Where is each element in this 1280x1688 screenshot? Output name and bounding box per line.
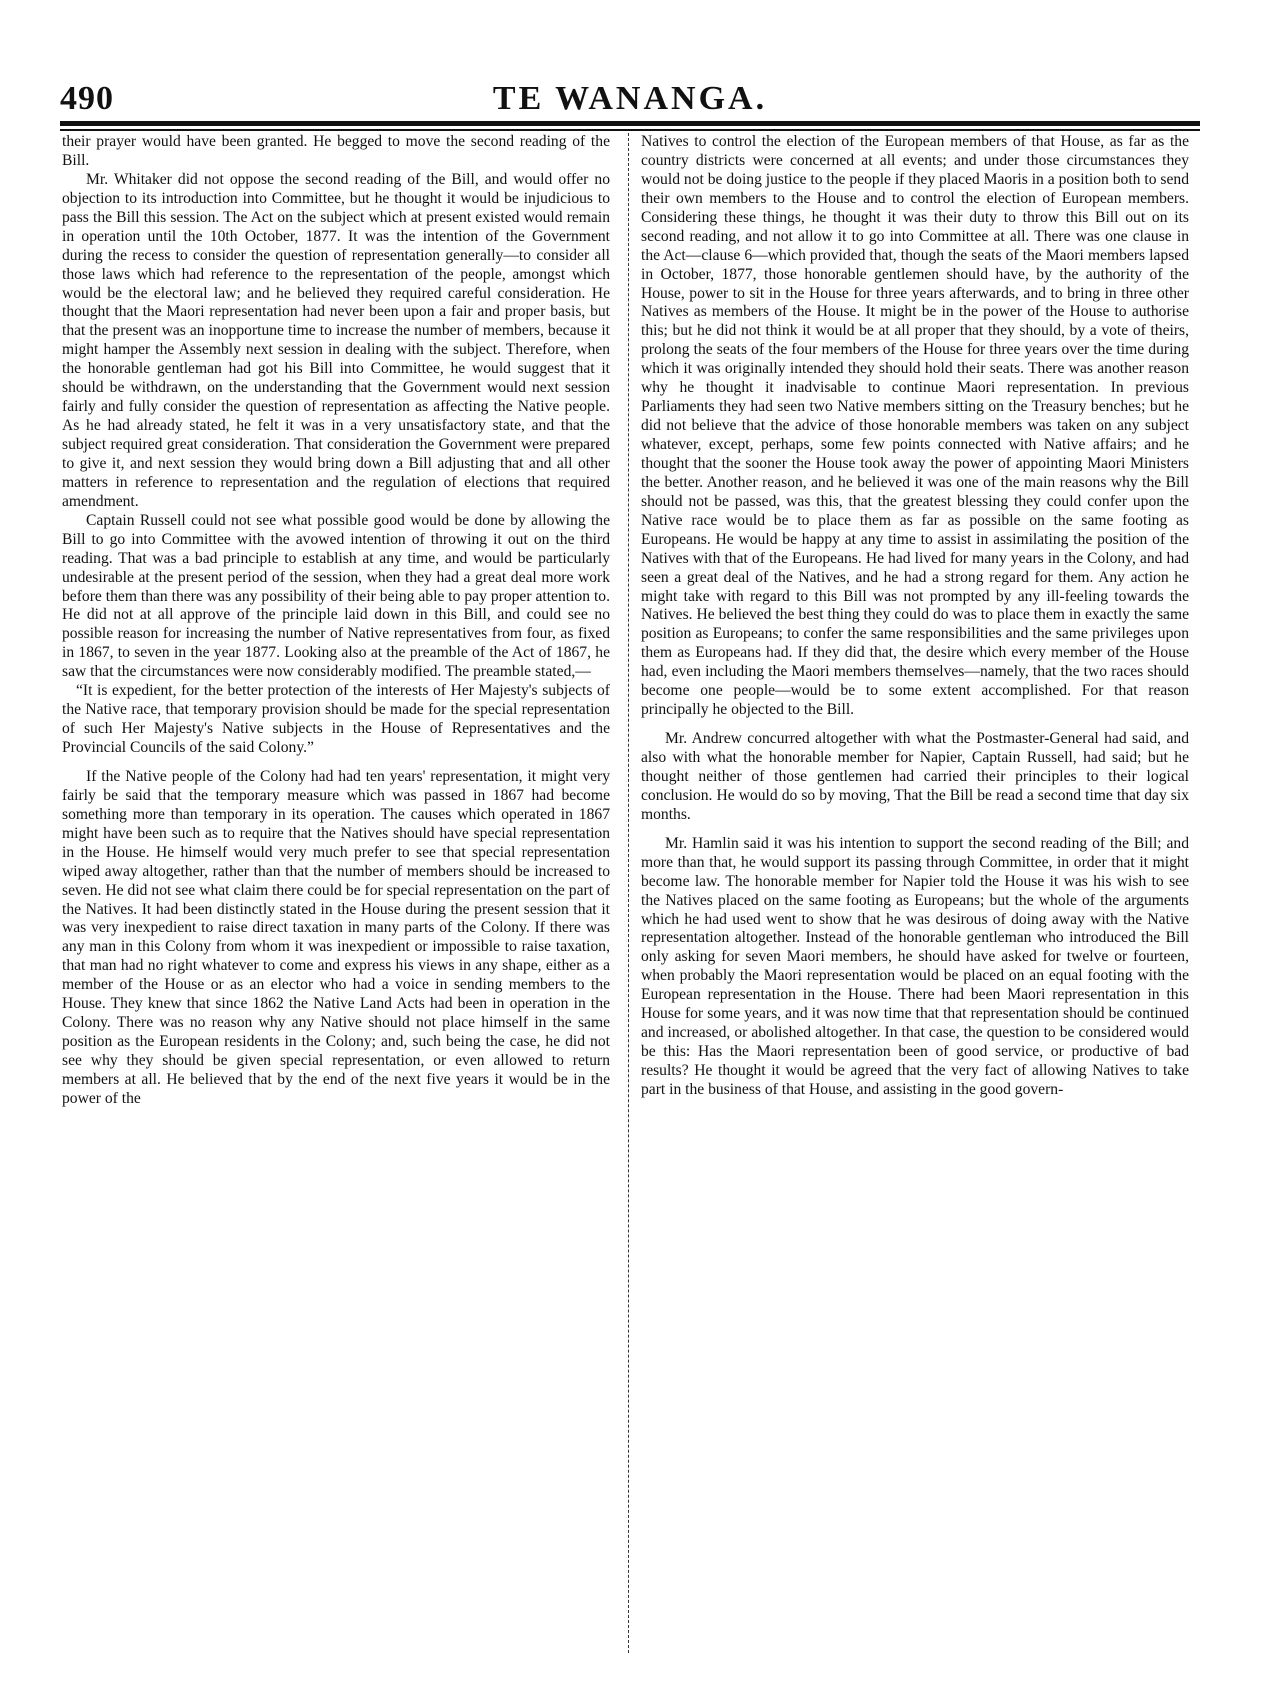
column-divider bbox=[628, 133, 629, 1653]
left-column bbox=[62, 133, 610, 1658]
block-quote: “It is expedient, for the better protection of the interests of Her Majesty's subjects of the Native race, that temporary provision should be made for the special representation of such Her Majesty's Native subjects in the House of Representatives and the Provincial Councils of the said Colony.” bbox=[62, 682, 610, 756]
paragraph: Mr. Whitaker did not oppose the second reading of the Bill, and would offer no objection to its introduction into Committee, but he thought it would be injudicious to pass the Bill this session. The Act on the subject which at present existed would remain in operation until the 10th October, 1877. It was the intention of the Government during the recess to consider the question of representation generally—to consider all those laws which had reference to the representation of the people, amongst which would be the electoral law; and he believed they required careful consideration. He thought that the Maori representation had never been upon a fair and proper basis, but that the present was an inopportune time to increase the number of members, because it might hamper the Assembly next session in dealing with the subject. Therefore, when the honorable gentleman had got his Bill into Committee, he would suggest that it should be withdrawn, on the understanding that the Government would next session fairly and fully consider the question of representation as affecting the Native people. As he had already stated, he felt it was in a very unsatisfactory state, and that the subject required great consideration. That consideration the Government were prepared to give it, and next session they would bring down a Bill adjusting that and all other matters in reference to representation and the regulation of elections that required amendment. bbox=[62, 170, 610, 510]
page-number: 490 bbox=[60, 80, 114, 117]
paragraph: Captain Russell could not see what possible good would be done by allowing the Bill to go into Committee with the avowed intention of throwing it out on the third reading. That was a bad principle to establish at any time, and would be particularly undesirable at the present period of the session, when they had a great deal more work before them than there was any possibility of their being able to pay proper attention to. He did not at all approve of the principle laid down in this Bill, and could see no possible reason for increasing the number of Native representatives from four, as fixed in 1867, to seven in the year 1877. Looking also at the preamble of the Act of 1867, he saw that the circumstances were now considerably modified. The preamble stated,— bbox=[62, 511, 610, 681]
masthead-title: TE WANANGA. bbox=[492, 80, 768, 117]
header-rule-thick bbox=[60, 121, 1200, 126]
paragraph: their prayer would have been granted. He begged to move the second reading of the Bill. bbox=[62, 133, 610, 169]
paragraph: Mr. Hamlin said it was his intention to support the second reading of the Bill; and more than that, he would support its passing through Committee, in order that it might become law. The honorable member for Napier told the House it was his wish to see the Natives placed on the same footing as Europeans; but the whole of the arguments which he had used went to show that he was desirous of doing away with the Native representation altogether. Instead of the honorable gentleman who introduced the Bill only asking for seven Maori members, he should have asked for twelve or fourteen, when probably the Maori representation would be placed on an equal footing with the European representation in the House. There had been Maori representation in this House for some years, and it was now time that that representation should be continued and increased, or abolished altogether. In that case, the question to be considered would be this: Has the Maori representation been of good service, or productive of bad results? He thought it would be agreed that the very fact of allowing Natives to take part in the business of that House, and assisting in the good govern- bbox=[641, 834, 1189, 1098]
page-header bbox=[60, 80, 1200, 120]
paragraph: Natives to control the election of the European members of that House, as far as the country districts were concerned at all events; and under those circumstances they would not be doing justice to the people if they placed Maoris in a position both to send their own members to the House and to control the election of European members. Considering these things, he thought it was their duty to throw this Bill out on its second reading, and not allow it to go into Committee at all. There was one clause in the Act—clause 6—which provided that, though the seats of the Maori members lapsed in October, 1877, those honorable gentlemen should have, by the authority of the House, power to sit in the House for three years afterwards, and to bring in three other Natives as members of the House. It might be in the power of the House to authorise this; but he did not think it would be at all proper that they should, by a vote of theirs, prolong the seats of the four members of the House for three years over the time during which it was originally intended they should hold their seats. There was another reason why he thought it inadvisable to continue Maori representation. In previous Parliaments they had seen two Native members sitting on the Treasury benches; but he did not believe that the advice of those honorable members was taken on any subject whatever, except, perhaps, some few points connected with Native affairs; and he thought that the sooner the House took away the power of appointing Maori Ministers the better. Another reason, and he believed it was one of the main reasons why the Bill should not be passed, was this, that the greatest blessing they could confer upon the Native race would be to place them as far as possible on the same footing as Europeans. He would be happy at any time to assist in assimilating the position of the Natives with that of the Europeans. He had lived for many years in the Colony, and had seen a great deal of the Natives, and he had a strong regard for them. Any action he might take with regard to this Bill was not prompted by any ill-feeling towards the Natives. He believed the best thing they could do was to place them in exactly the same position as Europeans; to confer the same responsibilities and the same privileges upon them as Europeans had. If they did that, the desire which every member of the House had, even including the Maori members themselves—namely, that the two races should become one people—would be to some extent accomplished. For that reason principally he objected to the Bill. bbox=[641, 133, 1189, 719]
header-rule-thin bbox=[60, 129, 1200, 131]
right-column bbox=[641, 133, 1189, 1658]
paragraph: If the Native people of the Colony had had ten years' representation, it might very fairly be said that the temporary measure which was passed in 1867 had become something more than temporary in its operation. The causes which operated in 1867 might have been such as to require that the Natives should have special representation in the House. He himself would very much prefer to see that special representation wiped away altogether, rather than that the number of members should be increased to seven. He did not see what claim there could be for special representation on the part of the Natives. It had been distinctly stated in the House during the present session that it was very inexpedient to raise direct taxation in many parts of the Colony. If there was any man in this Colony from whom it was inexpedient or impossible to raise taxation, that man had no right whatever to come and express his views in any shape, either as a member of the House or as an elector who had a voice in sending members to the House. They knew that since 1862 the Native Land Acts had been in operation in the Colony. There was no reason why any Native should not place himself in the same position as the European residents in the Colony; and, such being the case, he did not see why they should be given special representation, or even allowed to return members at all. He believed that by the end of the next five years it would be in the power of the bbox=[62, 767, 610, 1107]
paragraph: Mr. Andrew concurred altogether with what the Postmaster-General had said, and also with what the honorable member for Napier, Captain Russell, had said; but he thought neither of those gentlemen had carried their principles to their logical conclusion. He would do so by moving, That the Bill be read a second time that day six months. bbox=[641, 730, 1189, 823]
